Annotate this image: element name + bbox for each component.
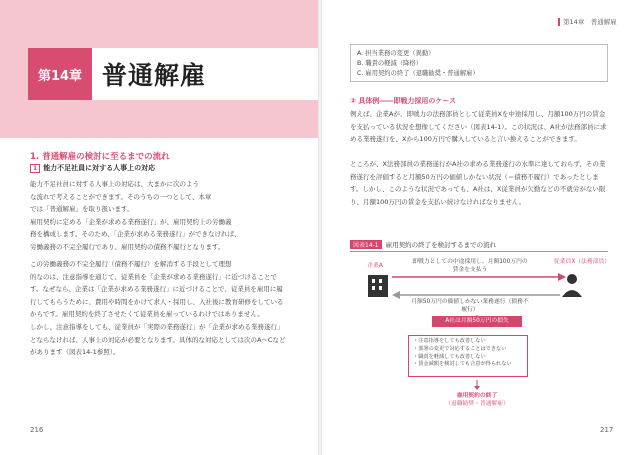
company-label: 企業A — [367, 263, 383, 269]
reason-item: ・賃金減額を検討しても合意が得られない — [413, 361, 512, 368]
running-head-text: 第14章 普通解雇 — [563, 18, 617, 26]
running-head — [558, 17, 617, 26]
bottom-arrow-text: 月額50万円の価値しかない業務遂行（債務不履行） — [411, 299, 529, 313]
figure-rule — [350, 251, 608, 252]
right-paragraph-2: ところが、X法務部員の業務遂行がA社の求める業務遂行の水準に達しておらず、その業務遂行を評価すると月額50万円の価値しかない状況（＝債務不履行）であったとします。しかし、このような状況であっても、A社は、X従業員が欠勤などの不就労がない限り、月額100万円の賃金を支払い続けなければなりません。 — [350, 160, 606, 206]
list-item: B. 職責の軽減（降格） — [357, 60, 422, 67]
reason-item: ・注意指導をしても改善しない — [413, 338, 486, 344]
options-list-box — [350, 44, 608, 82]
figure-diagram — [350, 255, 610, 405]
text-line: 能力不足社員に対する人事上の対応は、大まかに次のよう — [30, 180, 199, 188]
employee-label: 従業員X（法務部員） — [553, 259, 611, 265]
example-heading: ② 具体例――即戦力採用のケース — [350, 97, 457, 105]
right-page — [320, 0, 640, 455]
chapter-heading — [28, 48, 318, 100]
left-paragraph-1 — [30, 178, 288, 254]
section-title: 1. 普通解雇の検討に至るまでの流れ — [30, 152, 170, 162]
figure-title: 雇用契約の終了を検討するまでの流れ — [385, 241, 497, 249]
subsection-text: 能力不足社員に対する人事上の対応 — [43, 164, 156, 172]
figure-label — [350, 240, 496, 249]
reason-item: ・職責を軽減しても改善しない — [413, 353, 486, 360]
loss-box: A社は月額50万円の損失 — [432, 316, 522, 327]
right-paragraph-1: 例えば、企業Aが、即戦力の法務部員として従業員Xを中途採用し、月額100万円の賃金を支払っている状況を想像してください（図表14-1）。この状況は、A社が法務部員に求める業務遂行を、Xから100万円で購入していると言い換えることができます。 — [350, 110, 607, 144]
text-line: この労働義務の不完全履行（債務不履行）を解消する手段として理想 — [30, 260, 232, 268]
reasons-box — [408, 335, 528, 377]
page-number-right: 217 — [600, 426, 614, 434]
text-line: 務を構成します。そのため、「企業が求める業務遂行」ができなければ、 — [30, 230, 241, 239]
text-line: 雇用契約に定める「企業が求める業務遂行」が、雇用契約上の労働義 — [30, 217, 232, 226]
subsection-title — [30, 163, 155, 173]
list-item: A. 担当業務の変更（異動） — [357, 50, 435, 57]
left-paragraph-2 — [30, 258, 288, 408]
text-line: 労働義務の不完全履行であり、雇用契約の債務不履行となります。 — [30, 242, 225, 251]
chapter-title: 普通解雇 — [102, 61, 207, 90]
text-line: 的なのは、注意指導を通じて、従業員を「企業が求める業務遂行」に近づけることです。なぜなら、企業は「企業が求める業務遂行」に近づけることで、従業員を雇用に履行してもらうために、費用や時間をかけて求人・採用し、入社後に教育研修をしているからです。雇用契約を終了させたくて従業員を雇っているわけではありません。 — [30, 272, 284, 319]
subsection-number: 1 — [30, 164, 40, 173]
running-head-bar — [558, 18, 560, 26]
chapter-number: 第14章 — [28, 48, 92, 100]
text-line: しかし、注意指導をしても、従業員が「実際の業務遂行」が「企業が求める業務遂行」とならなければ、人事上の対応が必要となります。具体的な対応としては次のA～Cなどがあります（図表14-1参照）。 — [30, 322, 286, 357]
text-line: では「普通解雇」を取り扱います。 — [30, 205, 134, 214]
result-label: 雇用契約の終了 — [456, 393, 498, 399]
result-sub: （退職勧奨・普通解雇） — [445, 401, 509, 407]
top-arrow-text: 即戦力としての中途採用し、月額100万円の賃金を支払う — [412, 259, 528, 273]
text-line: な流れで考えることができます。そのうちの一つとして、本章 — [30, 192, 212, 201]
list-item: C. 雇用契約の終了（退職勧奨・普通解雇） — [357, 70, 479, 77]
page-number-left: 216 — [30, 426, 44, 434]
building-icon — [368, 275, 388, 297]
reason-item: ・部署の変更で対応することはできない — [413, 345, 507, 352]
figure-tag: 図表14-1 — [350, 240, 382, 249]
